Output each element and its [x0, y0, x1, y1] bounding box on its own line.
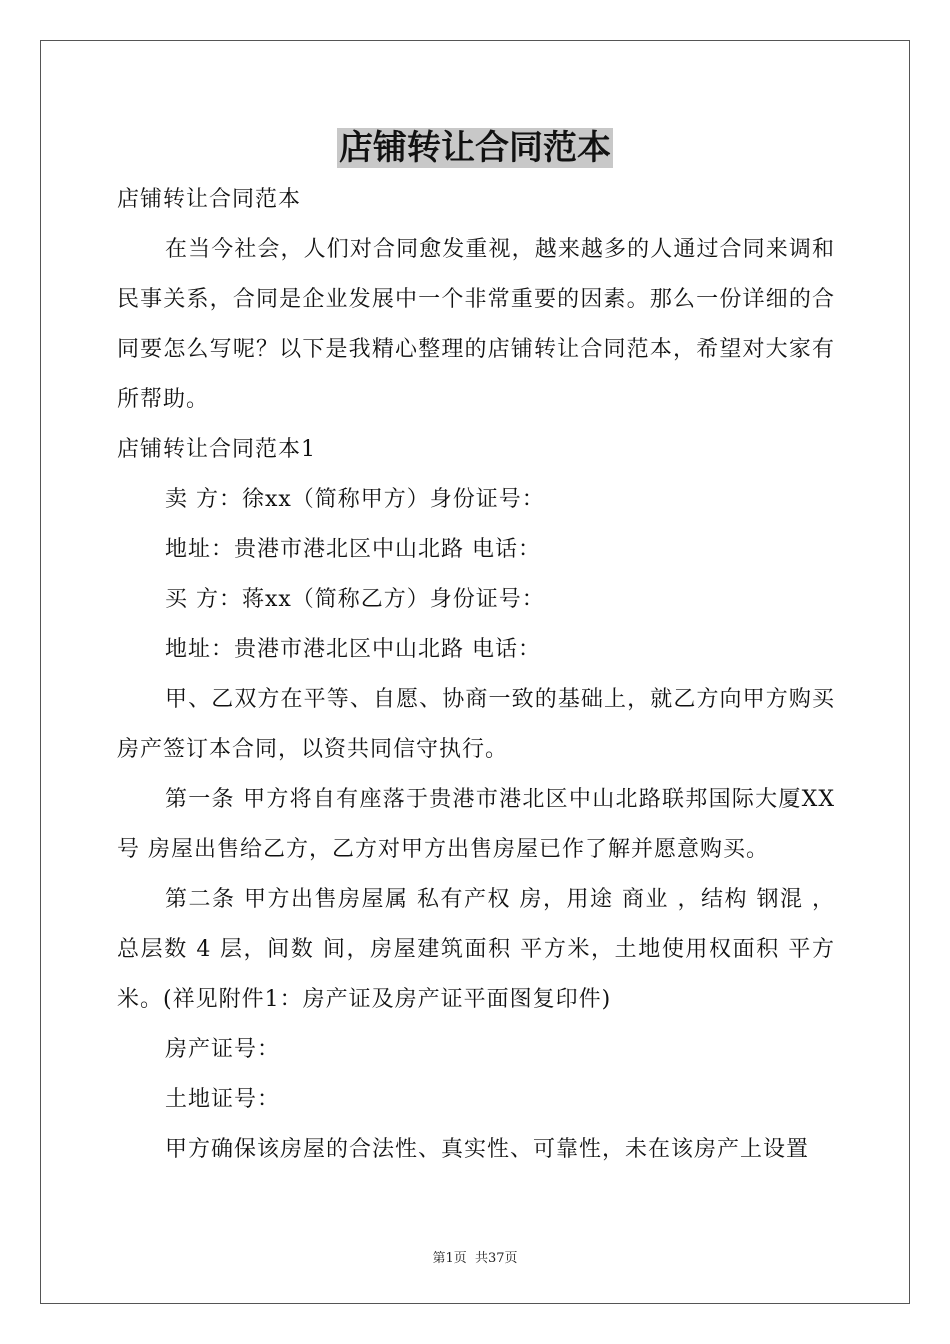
document-title: [0, 126, 950, 170]
document-body: [117, 175, 835, 1175]
paragraph-intro: 在当今社会，人们对合同愈发重视，越来越多的人通过合同来调和民事关系，合同是企业发展中一个非常重要的因素。那么一份详细的合同要怎么写呢？以下是我精心整理的店铺转让合同范本，希望对大家有所帮助。: [117, 237, 835, 412]
seller-line: 卖 方：徐xx（简称甲方）身份证号：: [165, 487, 545, 512]
buyer-address-line: 地址：贵港市港北区中山北路 电话：: [165, 637, 541, 662]
paragraph-guarantee: 甲方确保该房屋的合法性、真实性、可靠性，未在该房产上设置: [165, 1137, 810, 1162]
article-1: 第一条 甲方将自有座落于贵港市港北区中山北路联邦国际大厦XX号 房屋出售给乙方，乙方对甲方出售房屋已作了解并愿意购买。: [117, 787, 835, 862]
seller-address-line: 地址：贵港市港北区中山北路 电话：: [165, 537, 541, 562]
paragraph-agreement: 甲、乙双方在平等、自愿、协商一致的基础上，就乙方向甲方购买房产签订本合同，以资共同信守执行。: [117, 687, 835, 762]
section-heading: 店铺转让合同范本1: [117, 437, 316, 462]
buyer-line: 买 方：蒋xx（简称乙方）身份证号：: [165, 587, 545, 612]
page-footer: [0, 1250, 950, 1268]
page-total: 共37页: [474, 1251, 518, 1266]
land-cert-line: 土地证号：: [165, 1087, 281, 1112]
page-number: 第1页: [432, 1251, 467, 1266]
property-cert-line: 房产证号：: [165, 1037, 281, 1062]
document-title-text: 店铺转让合同范本: [339, 128, 611, 168]
paragraph-subtitle: 店铺转让合同范本: [117, 187, 302, 212]
article-2: 第二条 甲方出售房屋属 私有产权 房，用途 商业 ，结构 钢混 ，总层数 4 层，间数 间，房屋建筑面积 平方米，土地使用权面积 平方米。(祥见附件1：房产证及房产证平面图复印件): [117, 887, 835, 1012]
